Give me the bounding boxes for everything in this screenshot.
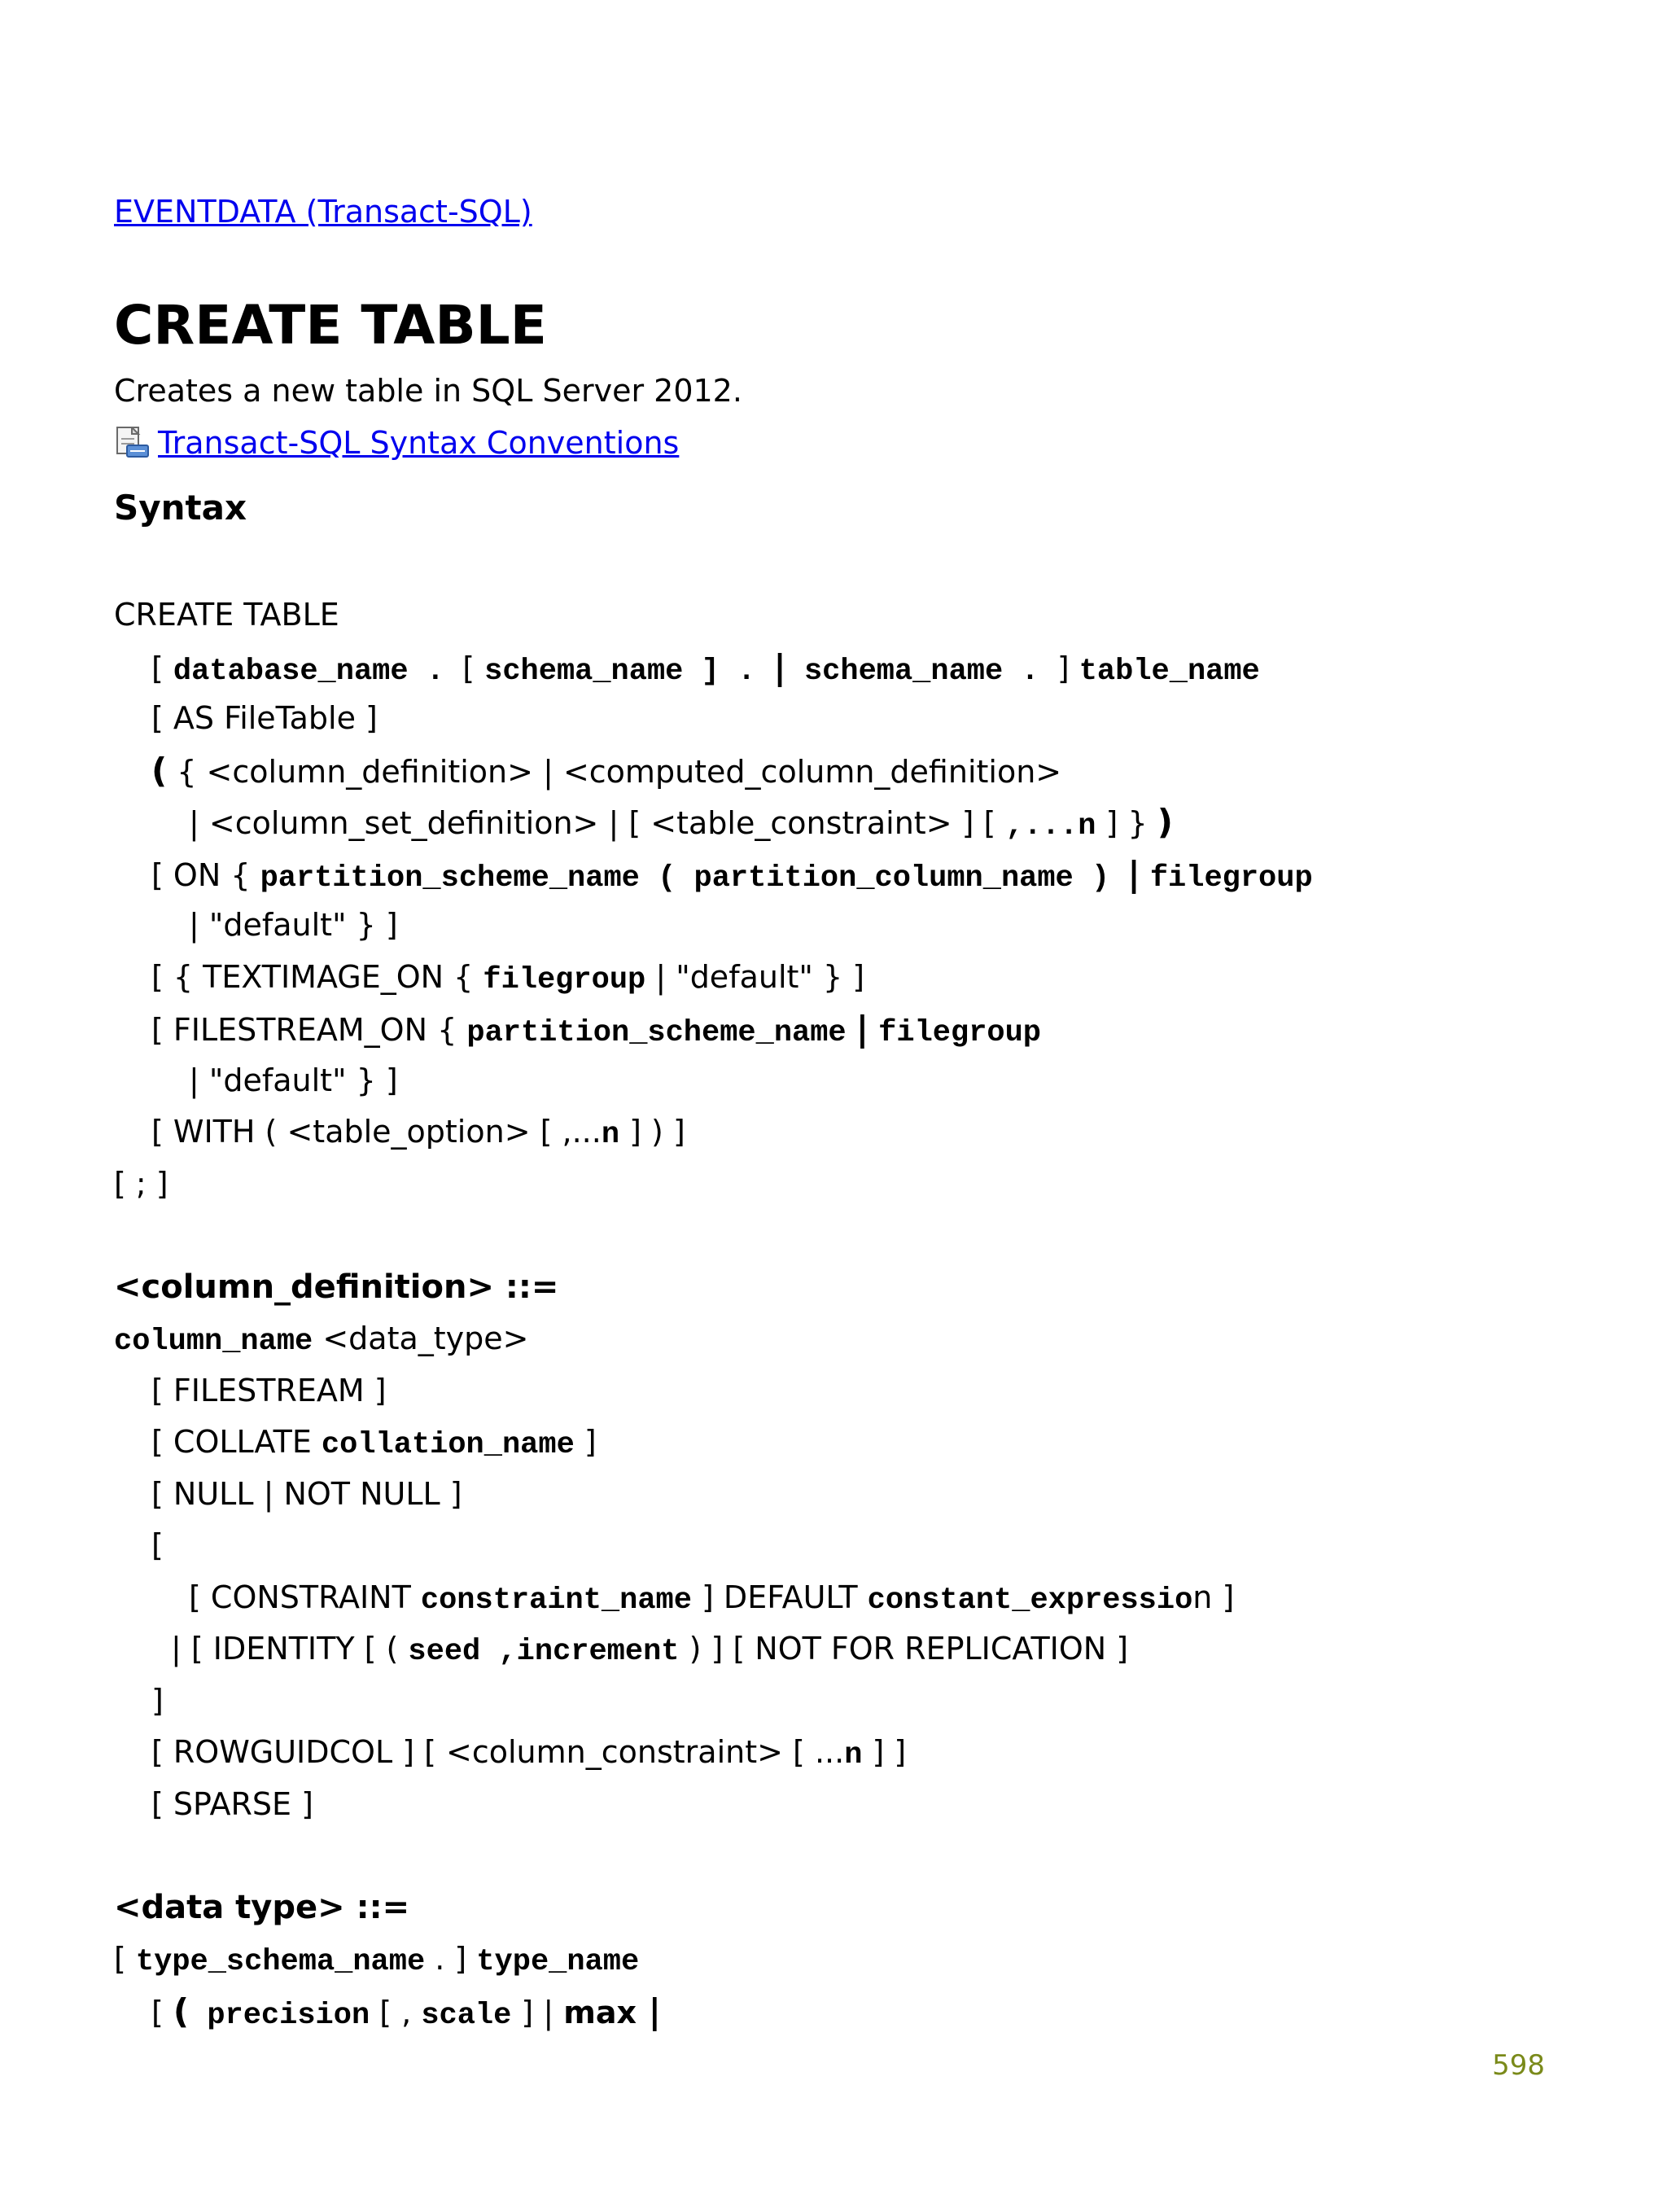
param-partition-scheme-name: partition_scheme_name bbox=[466, 1016, 847, 1050]
keyword: CREATE TABLE bbox=[114, 597, 339, 633]
code-line bbox=[114, 1055, 1628, 1107]
code-text: [ COLLATE bbox=[151, 1424, 322, 1460]
pipe-symbol: | bbox=[773, 646, 786, 687]
blank-line bbox=[114, 1830, 1628, 1882]
keyword-max: max bbox=[563, 1994, 637, 2030]
pipe-symbol: | bbox=[1127, 853, 1140, 894]
code-text: ] | bbox=[511, 1994, 564, 2030]
param-type-name: type_name bbox=[476, 1945, 640, 1979]
code-line bbox=[114, 642, 1628, 694]
code-text: ] bbox=[151, 1682, 164, 1719]
code-text: ] } bbox=[1096, 805, 1157, 841]
code-line bbox=[114, 1882, 1628, 1934]
code-line bbox=[114, 1365, 1628, 1417]
code-text: ] . bbox=[683, 654, 774, 689]
code-text: [ { TEXTIMAGE_ON { bbox=[151, 958, 483, 995]
code-line bbox=[114, 1417, 1628, 1469]
code-text: | "default" } ] bbox=[645, 958, 865, 995]
syntax-conventions-row bbox=[114, 420, 679, 466]
syntax-heading: Syntax bbox=[114, 488, 247, 528]
code-text: . bbox=[408, 654, 463, 689]
close-paren: ) bbox=[1157, 802, 1173, 842]
code-text: [ bbox=[114, 1941, 136, 1977]
code-line bbox=[114, 1986, 1628, 2038]
code-line bbox=[114, 1106, 1628, 1159]
code-line bbox=[114, 1934, 1628, 1986]
repeat-marker: n bbox=[844, 1738, 863, 1772]
code-text: [ ON { bbox=[151, 856, 260, 893]
code-text: | "default" } ] bbox=[189, 907, 398, 943]
column-definition-heading: <column_definition> ::= bbox=[114, 1268, 559, 1306]
code-line bbox=[114, 1675, 1628, 1728]
param-precision: precision bbox=[189, 1998, 370, 2033]
document-link-icon bbox=[114, 426, 150, 460]
code-text: [ bbox=[151, 1994, 173, 2030]
code-line bbox=[114, 745, 1628, 797]
page-number: 598 bbox=[1492, 2049, 1545, 2082]
code-text: [ SPARSE ] bbox=[151, 1785, 313, 1822]
code-text: | [ IDENTITY [ ( bbox=[171, 1631, 409, 1667]
open-paren: ( bbox=[173, 1991, 190, 2031]
param-increment: ,increment bbox=[480, 1635, 680, 1669]
param-table-name: table_name bbox=[1079, 654, 1260, 689]
param-seed: seed bbox=[408, 1635, 481, 1669]
blank-line bbox=[114, 1210, 1628, 1262]
param-scale: scale bbox=[421, 1998, 512, 2033]
code-text: [ NULL | NOT NULL ] bbox=[151, 1475, 462, 1512]
param-constant-expression: constant_expressio bbox=[867, 1583, 1193, 1618]
code-text: { <column_definition> | <computed_column_definition> bbox=[177, 753, 1062, 790]
code-text: [ CONSTRAINT bbox=[189, 1579, 421, 1615]
code-line bbox=[114, 1469, 1628, 1521]
pipe-symbol: | bbox=[636, 1991, 661, 2031]
param-constraint-name: constraint_name bbox=[420, 1583, 692, 1618]
code-text: ] bbox=[1057, 650, 1079, 686]
pipe-symbol: | bbox=[855, 1009, 869, 1049]
code-line bbox=[114, 1520, 1628, 1572]
code-line bbox=[114, 848, 1628, 900]
syntax-code-block bbox=[114, 589, 1628, 2037]
param-filegroup: filegroup bbox=[483, 962, 646, 997]
code-text: [ , bbox=[370, 1994, 422, 2030]
code-text: . ] bbox=[425, 1941, 477, 1977]
code-line bbox=[114, 1779, 1628, 1831]
repeat-marker: ,...n bbox=[1005, 809, 1096, 843]
data-type-heading: <data type> ::= bbox=[114, 1888, 410, 1926]
code-line bbox=[114, 1262, 1628, 1314]
param-database-name: database_name bbox=[173, 654, 409, 689]
code-text: ] ] bbox=[862, 1734, 907, 1770]
code-text: [ WITH ( <table_option> [ ,... bbox=[151, 1114, 602, 1150]
code-text: ] ) ] bbox=[619, 1114, 685, 1150]
code-text: [ FILESTREAM ] bbox=[151, 1372, 387, 1408]
code-line bbox=[114, 900, 1628, 952]
code-text: ) ] [ NOT FOR REPLICATION ] bbox=[679, 1631, 1129, 1667]
code-line bbox=[114, 1313, 1628, 1365]
code-line bbox=[114, 693, 1628, 745]
code-text: [ AS FileTable ] bbox=[151, 700, 378, 736]
param-partition-column-name: partition_column_name bbox=[693, 861, 1074, 896]
param-partition-scheme-name: partition_scheme_name bbox=[260, 861, 640, 896]
param-filegroup: filegroup bbox=[878, 1016, 1042, 1050]
code-line bbox=[114, 1623, 1628, 1675]
code-text: | <column_set_definition> | [ <table_constraint> ] [ bbox=[189, 805, 1006, 841]
code-text: [ bbox=[151, 1527, 164, 1563]
syntax-conventions-link[interactable]: Transact-SQL Syntax Conventions bbox=[158, 425, 680, 461]
open-paren: ( bbox=[151, 750, 168, 791]
page-description: Creates a new table in SQL Server 2012. bbox=[114, 373, 742, 409]
param-column-name: column_name bbox=[114, 1325, 313, 1359]
eventdata-link[interactable]: EVENTDATA (Transact-SQL) bbox=[114, 194, 532, 230]
code-text: <data_type> bbox=[313, 1321, 529, 1356]
code-line bbox=[114, 796, 1628, 848]
code-text: ) bbox=[1073, 861, 1128, 896]
code-text: [ ; ] bbox=[114, 1165, 168, 1202]
code-text: ( bbox=[639, 861, 694, 896]
param-collation-name: collation_name bbox=[321, 1428, 575, 1462]
param-schema-name: schema_name bbox=[484, 654, 684, 689]
code-text: [ bbox=[462, 650, 475, 686]
code-line bbox=[114, 589, 1628, 642]
code-line bbox=[114, 1572, 1628, 1624]
code-line bbox=[114, 1727, 1628, 1779]
code-text: [ FILESTREAM_ON { bbox=[151, 1012, 467, 1048]
code-line bbox=[114, 1159, 1628, 1211]
code-text: [ ROWGUIDCOL ] [ <column_constraint> [ ... bbox=[151, 1734, 845, 1770]
param-schema-name: schema_name . bbox=[785, 654, 1057, 689]
repeat-marker: n bbox=[601, 1118, 620, 1152]
param-filegroup: filegroup bbox=[1149, 861, 1313, 896]
param-type-schema-name: type_schema_name bbox=[135, 1945, 426, 1979]
page-title: CREATE TABLE bbox=[114, 294, 547, 357]
code-text: n ] bbox=[1192, 1579, 1235, 1615]
code-text: | "default" } ] bbox=[189, 1062, 398, 1098]
code-line bbox=[114, 1003, 1628, 1055]
code-text: ] bbox=[574, 1424, 597, 1460]
code-line bbox=[114, 952, 1628, 1004]
code-text: [ bbox=[151, 650, 164, 686]
code-text: ] DEFAULT bbox=[691, 1579, 868, 1615]
